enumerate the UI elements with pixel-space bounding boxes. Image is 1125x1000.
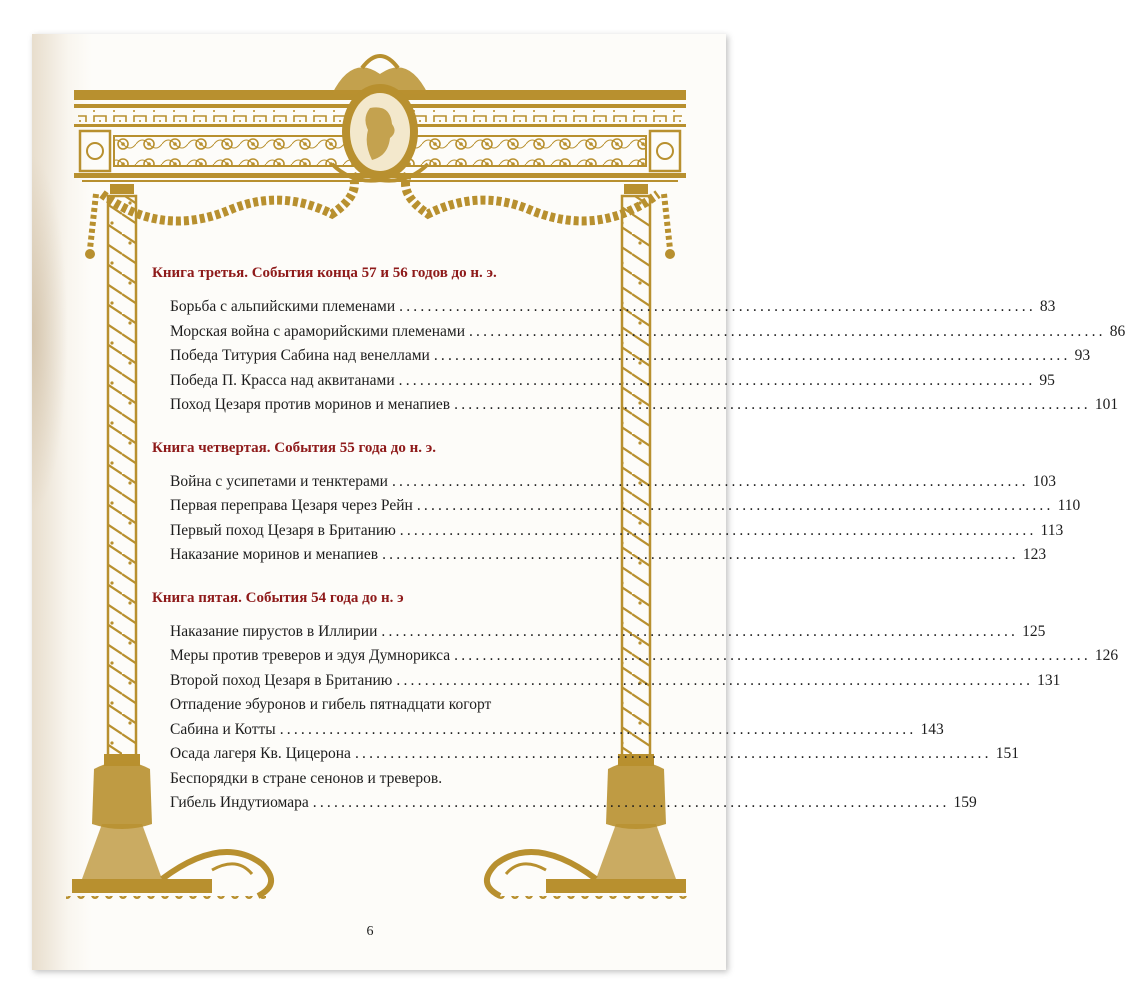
toc-entry[interactable] bbox=[152, 320, 1125, 345]
toc-entry-page: 131 bbox=[1037, 671, 1061, 689]
toc-entry-title: Гибель Индутиомара bbox=[170, 794, 309, 811]
toc-entry-line: Отпадение эбуронов и гибель пятнадцати когорт bbox=[170, 696, 492, 713]
toc-entry-page: 110 bbox=[1057, 497, 1081, 514]
dot-leader: .......................................................................................... bbox=[312, 794, 950, 811]
toc-entry-title: Второй поход Цезаря в Британию bbox=[170, 671, 393, 689]
toc-entry[interactable] bbox=[152, 669, 1061, 694]
toc-entry-line: Беспорядки в стране сенонов и треверов. bbox=[170, 769, 443, 787]
toc-entry[interactable] bbox=[152, 791, 977, 816]
toc-entry-page: 143 bbox=[920, 720, 944, 738]
table-of-contents bbox=[152, 265, 1125, 816]
toc-entry-title: Морская война с араморийскими племенами bbox=[170, 322, 465, 340]
dot-leader: .......................................................................................... bbox=[391, 472, 1029, 490]
toc-entry[interactable] bbox=[152, 543, 1047, 568]
dot-leader: .......................................................................................... bbox=[454, 647, 1091, 664]
toc-entry-title: Первый поход Цезаря в Британию bbox=[170, 521, 396, 539]
toc-entry-page: 83 bbox=[1039, 298, 1056, 315]
dot-leader: .......................................................................................... bbox=[399, 521, 1037, 539]
section-heading: Книга третья. События конца 57 и 56 годов до н. э. bbox=[152, 265, 497, 281]
toc-entry-title: Победа П. Красса над аквитанами bbox=[170, 371, 395, 389]
toc-entry-page: 151 bbox=[995, 745, 1019, 762]
toc-entry[interactable] bbox=[152, 470, 1056, 495]
dot-leader: .......................................................................................... bbox=[279, 720, 917, 738]
toc-entry[interactable] bbox=[152, 620, 1046, 645]
toc-entry[interactable] bbox=[152, 393, 1119, 418]
dot-leader: .......................................................................................... bbox=[468, 322, 1106, 340]
dot-leader: .......................................................................................... bbox=[396, 671, 1034, 689]
toc-entry-page: 125 bbox=[1022, 622, 1046, 640]
toc-entry-title: Сабина и Котты bbox=[170, 720, 276, 738]
toc-entry[interactable] bbox=[152, 494, 1081, 519]
dot-leader: .......................................................................................... bbox=[433, 347, 1071, 364]
toc-entry-page: 95 bbox=[1039, 371, 1055, 389]
toc-entry-page: 159 bbox=[953, 794, 977, 811]
toc-entry[interactable] bbox=[152, 718, 944, 743]
toc-entry-title: Меры против треверов и эдуя Думнорикса bbox=[170, 647, 451, 664]
toc-entry[interactable] bbox=[152, 344, 1091, 369]
section-heading: Книга пятая. События 54 года до н. э bbox=[152, 589, 404, 606]
section-heading: Книга четвертая. События 55 года до н. э. bbox=[152, 439, 437, 456]
garlands bbox=[85, 174, 675, 259]
toc-entry[interactable] bbox=[152, 519, 1064, 544]
dot-leader: .......................................................................................... bbox=[354, 745, 992, 762]
toc-entry[interactable] bbox=[152, 369, 1055, 394]
dot-leader: .......................................................................................... bbox=[381, 622, 1019, 640]
dot-leader: .......................................................................................... bbox=[416, 497, 1054, 514]
toc-entry-title: Война с усипетами и тенктерами bbox=[170, 472, 388, 490]
toc-entry[interactable] bbox=[152, 742, 1019, 767]
toc-entry-page: 126 bbox=[1094, 647, 1119, 664]
dot-leader: .......................................................................................... bbox=[398, 371, 1036, 389]
dot-leader: .......................................................................................... bbox=[399, 298, 1036, 315]
toc-entry-page: 103 bbox=[1032, 472, 1056, 490]
toc-entry-page: 93 bbox=[1074, 347, 1091, 364]
toc-entry-title: Борьба с альпийскими племенами bbox=[170, 298, 396, 315]
toc-entry-title: Наказание пирустов в Иллирии bbox=[170, 622, 378, 640]
toc-entry-title: Победа Титурия Сабина над венеллами bbox=[170, 347, 430, 364]
toc-entry-title: Осада лагеря Кв. Цицерона bbox=[170, 745, 351, 762]
toc-entry-title: Наказание моринов и менапиев bbox=[170, 546, 379, 563]
toc-entry-page: 113 bbox=[1040, 521, 1064, 539]
toc-entry-page: 86 bbox=[1109, 322, 1125, 340]
page-number: 6 bbox=[366, 924, 374, 939]
toc-entry-title: Поход Цезаря против моринов и менапиев bbox=[170, 396, 451, 413]
dot-leader: .......................................................................................... bbox=[454, 396, 1091, 413]
toc-entry[interactable] bbox=[152, 644, 1119, 669]
dot-leader: .......................................................................................... bbox=[382, 546, 1019, 563]
toc-entry-page: 123 bbox=[1022, 546, 1047, 563]
toc-entry-title: Первая переправа Цезаря через Рейн bbox=[170, 497, 413, 514]
toc-entry-page: 101 bbox=[1094, 396, 1119, 413]
toc-entry[interactable] bbox=[152, 295, 1056, 320]
